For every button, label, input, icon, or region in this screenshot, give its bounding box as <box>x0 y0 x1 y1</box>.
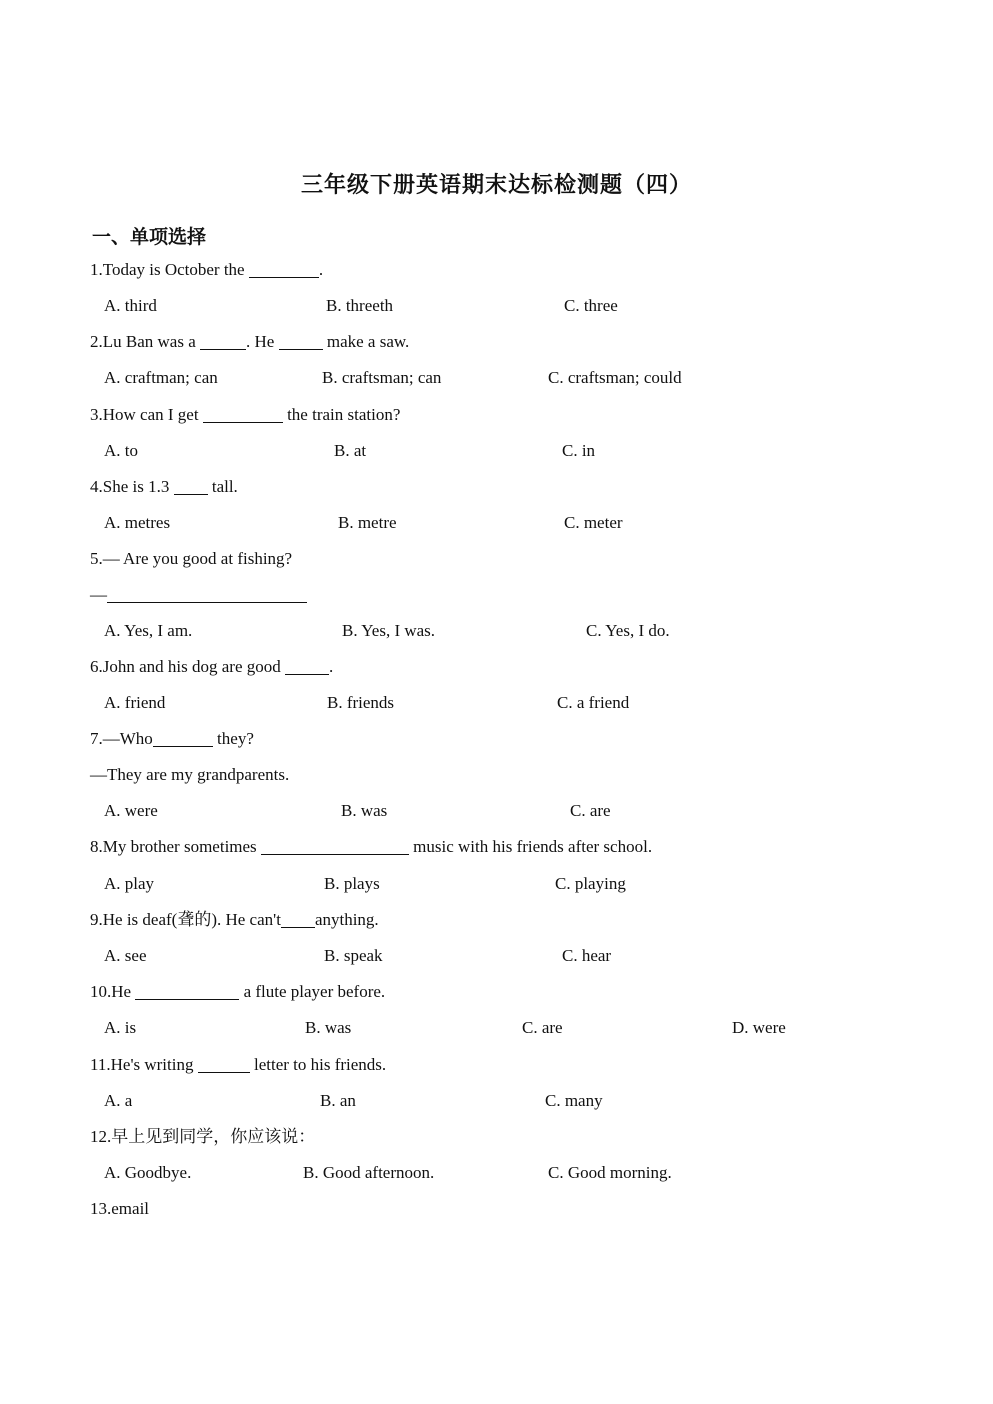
question-text: . <box>329 657 334 676</box>
q5-option-b: B. Yes, I was. <box>342 621 436 640</box>
question-text: tall. <box>207 477 238 496</box>
question-text: letter to his friends. <box>249 1055 387 1074</box>
question-11 <box>90 1054 386 1076</box>
q2-option-a: A. craftman; can <box>104 368 218 387</box>
question-3 <box>90 404 400 426</box>
question-5-reply <box>90 584 307 606</box>
q5-option-a: A. Yes, I am. <box>104 621 193 640</box>
question-text: — <box>90 585 107 604</box>
q7-option-b: B. was <box>341 801 388 820</box>
question-text: 9.He is deaf(聋的). He can't <box>90 910 281 929</box>
q12-option-c: C. Good morning. <box>548 1163 672 1182</box>
q5-option-c: C. Yes, I do. <box>586 621 670 640</box>
question-text: a flute player before. <box>239 982 386 1001</box>
question-text: 2.Lu Ban was a <box>90 332 201 351</box>
q10-option-d: D. were <box>732 1018 786 1037</box>
answer-blank <box>174 478 208 495</box>
q9-option-a: A. see <box>104 946 147 965</box>
q6-option-b: B. friends <box>327 693 395 712</box>
q9-option-b: B. speak <box>324 946 383 965</box>
answer-blank <box>261 838 409 855</box>
q8-option-b: B. plays <box>324 874 380 893</box>
question-text: anything. <box>314 910 379 929</box>
q6-option-a: A. friend <box>104 693 166 712</box>
question-text: 7.—Who <box>90 729 153 748</box>
q2-option-b: B. craftsman; can <box>322 368 442 387</box>
answer-blank <box>249 261 319 278</box>
q1-option-c: C. three <box>564 296 618 315</box>
answer-blank <box>153 730 213 747</box>
question-text: 6.John and his dog are good <box>90 657 286 676</box>
question-9 <box>90 909 379 931</box>
question-7-reply: —They are my grandparents. <box>90 765 290 784</box>
q3-option-a: A. to <box>104 441 138 460</box>
question-12: 12.早上见到同学，你应该说： <box>90 1127 316 1146</box>
section-heading: 一、单项选择 <box>92 227 207 248</box>
q4-option-c: C. meter <box>564 513 623 532</box>
q10-option-b: B. was <box>305 1018 352 1037</box>
q3-option-b: B. at <box>334 441 367 460</box>
question-4 <box>90 476 238 498</box>
question-text: 3.How can I get <box>90 405 203 424</box>
question-text: 1.Today is October the <box>90 260 249 279</box>
q4-option-a: A. metres <box>104 513 171 532</box>
question-text: music with his friends after school. <box>408 837 653 856</box>
answer-blank <box>200 333 246 350</box>
q4-option-b: B. metre <box>338 513 397 532</box>
page-title: 三年级下册英语期末达标检测题（四） <box>300 172 692 197</box>
question-text: . <box>318 260 324 279</box>
answer-blank <box>281 911 315 928</box>
q9-option-c: C. hear <box>562 946 612 965</box>
question-1 <box>90 259 323 281</box>
question-text: 4.She is 1.3 <box>90 477 174 496</box>
question-text: make a saw. <box>322 332 410 351</box>
q8-option-c: C. playing <box>555 874 626 893</box>
q6-option-c: C. a friend <box>557 693 630 712</box>
question-5: 5.— Are you good at fishing? <box>90 549 293 568</box>
answer-blank <box>285 658 329 675</box>
answer-blank <box>203 406 283 423</box>
question-text: 11.He's writing <box>90 1055 198 1074</box>
q11-option-b: B. an <box>320 1091 356 1110</box>
q2-option-c: C. craftsman; could <box>548 368 682 387</box>
q10-option-c: C. are <box>522 1018 563 1037</box>
q1-option-b: B. threeth <box>326 296 394 315</box>
answer-blank <box>135 983 239 1000</box>
question-text: . He <box>246 332 279 351</box>
q7-option-a: A. were <box>104 801 158 820</box>
q3-option-c: C. in <box>562 441 596 460</box>
question-text: 10.He <box>90 982 136 1001</box>
question-2 <box>90 331 409 353</box>
question-6 <box>90 656 333 678</box>
question-8 <box>90 836 652 858</box>
q12-option-b: B. Good afternoon. <box>303 1163 435 1182</box>
answer-blank <box>107 586 307 603</box>
question-text: they? <box>212 729 254 748</box>
q11-option-c: C. many <box>545 1091 603 1110</box>
question-13: 13.email <box>90 1199 150 1218</box>
question-10 <box>90 981 385 1003</box>
q1-option-a: A. third <box>104 296 157 315</box>
question-7 <box>90 728 254 750</box>
question-text: 8.My brother sometimes <box>90 837 261 856</box>
q8-option-a: A. play <box>104 874 155 893</box>
q12-option-a: A. Goodbye. <box>104 1163 192 1182</box>
q7-option-c: C. are <box>570 801 611 820</box>
q10-option-a: A. is <box>104 1018 137 1037</box>
answer-blank <box>279 333 323 350</box>
question-text: the train station? <box>282 405 401 424</box>
answer-blank <box>198 1056 250 1073</box>
q11-option-a: A. a <box>104 1091 133 1110</box>
